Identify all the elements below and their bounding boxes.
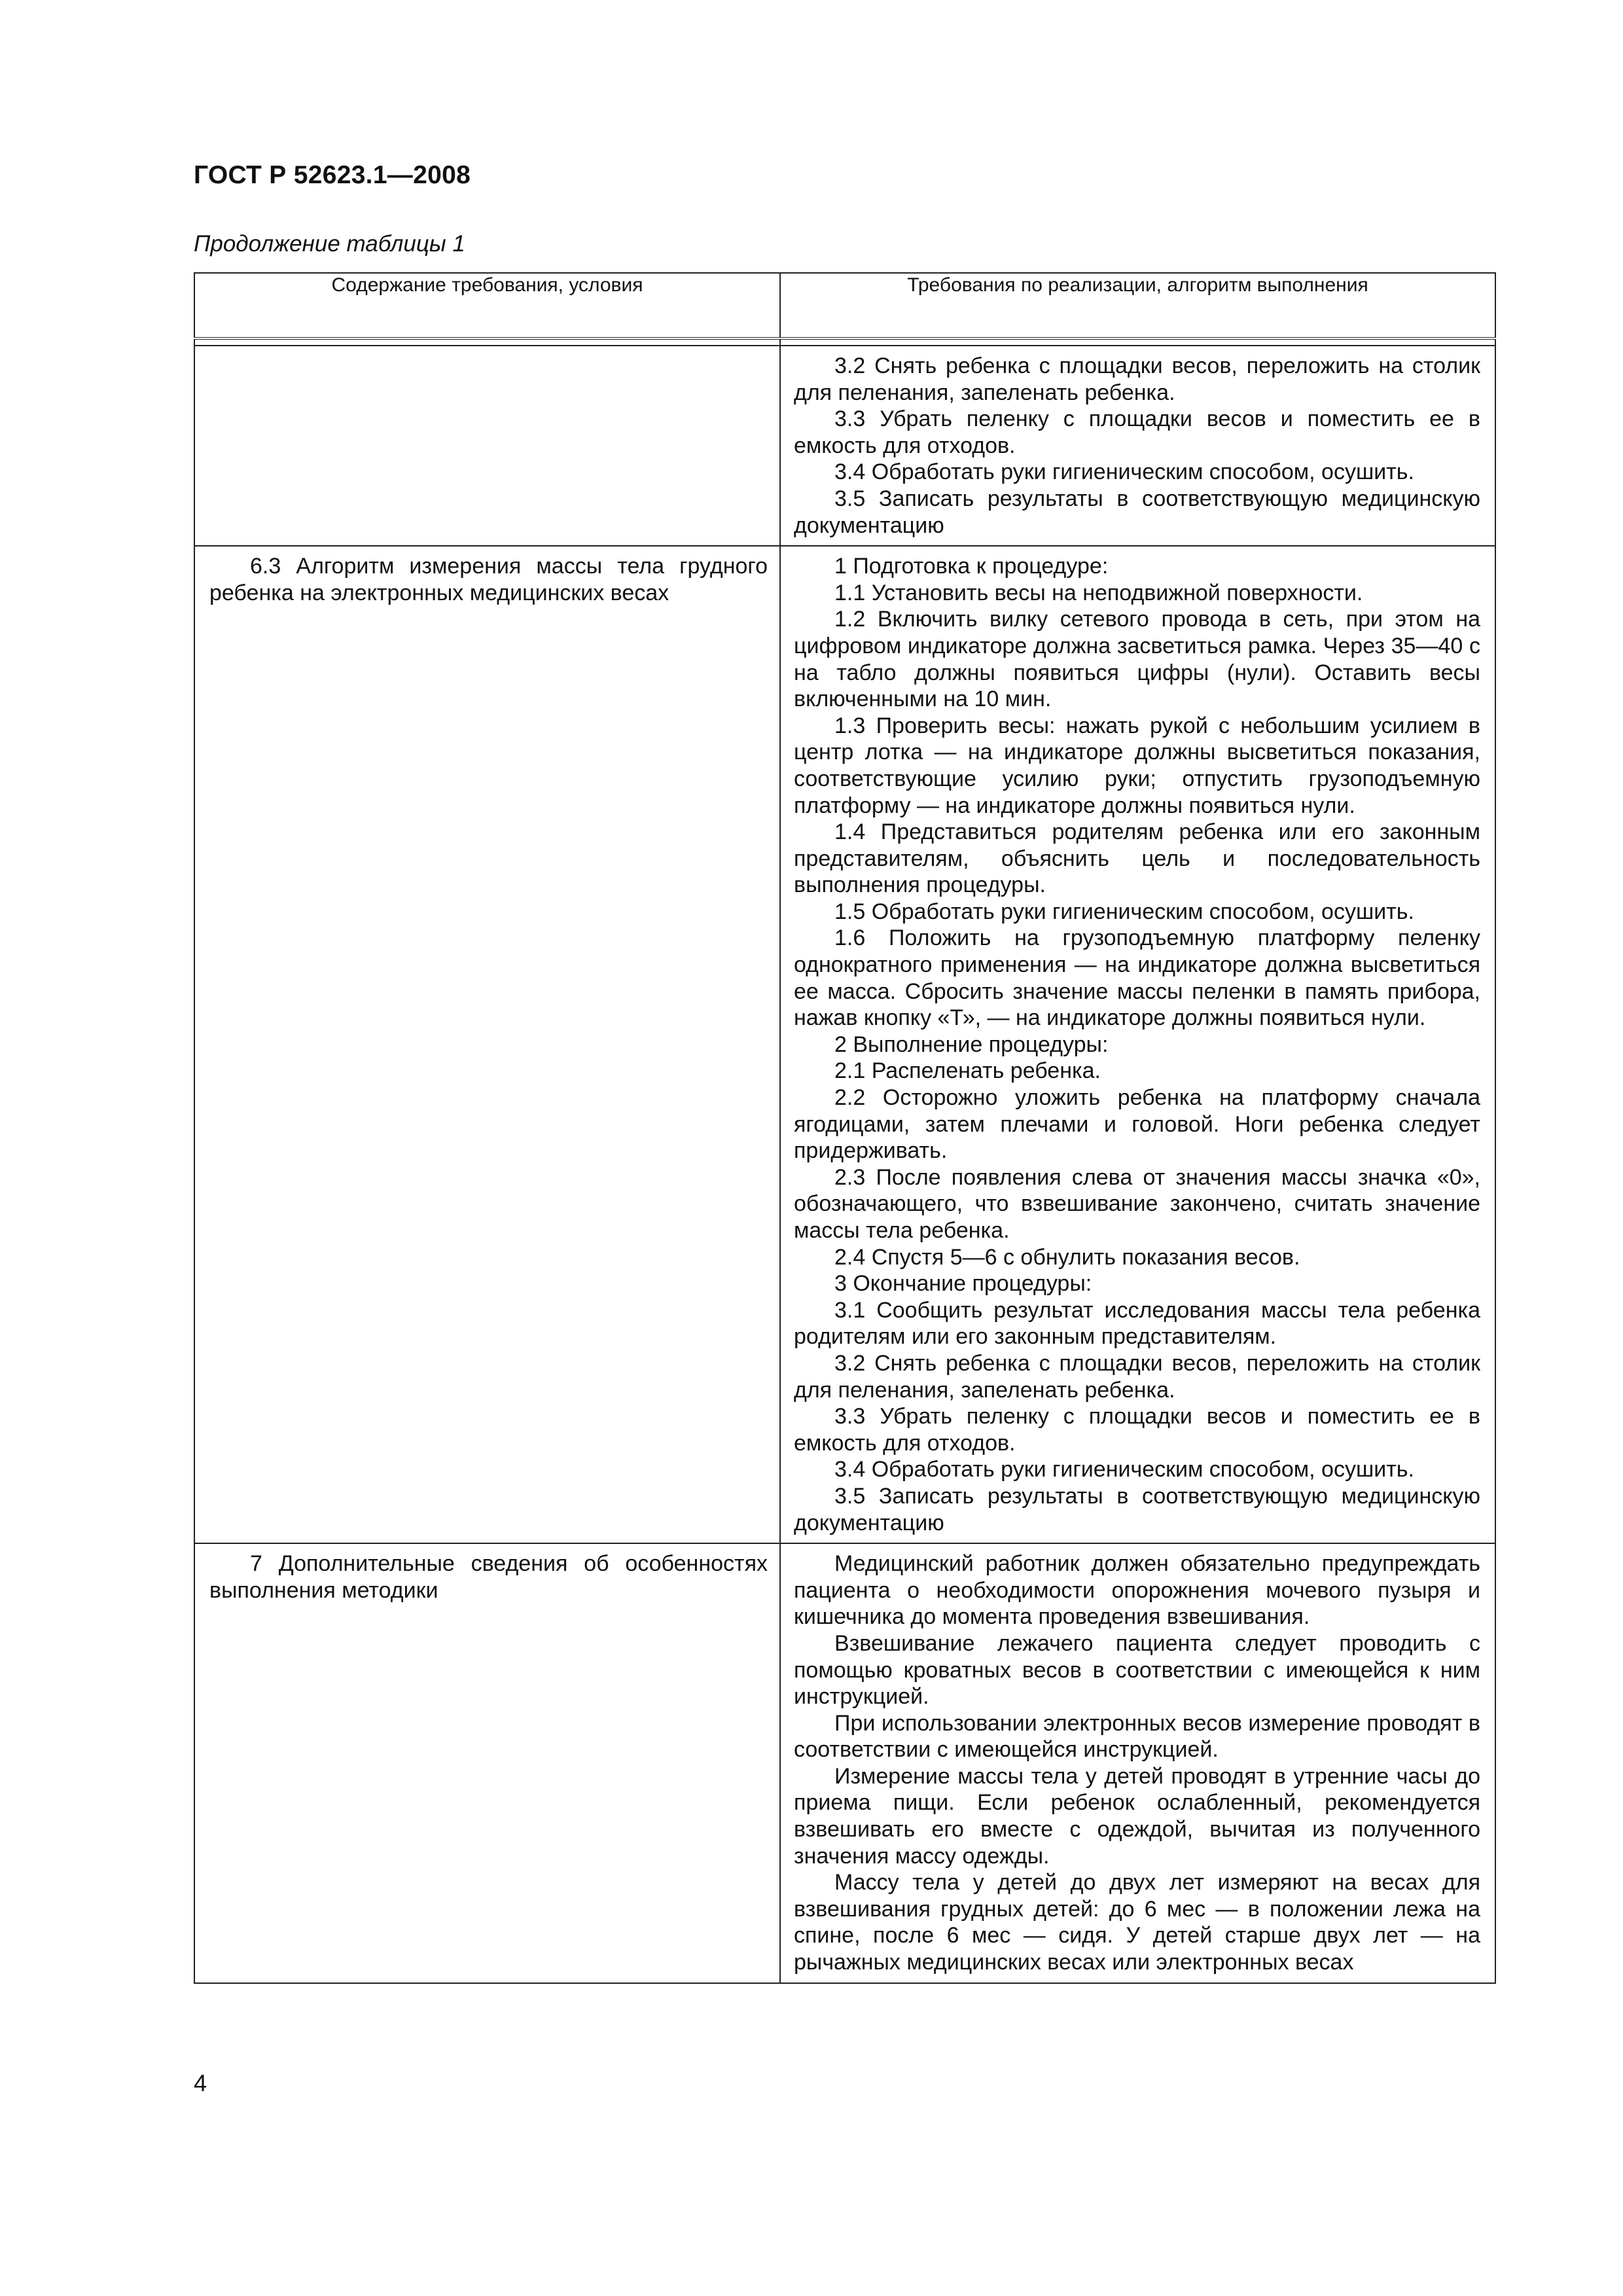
algorithm-cell [780,1543,1495,1983]
requirement-paragraph: 6.3 Алгоритм измерения массы тела грудного ребенка на электронных медицинских весах [209,554,768,605]
requirement-cell [194,546,780,1543]
algorithm-paragraph: 1.2 Включить вилку сетевого провода в сеть, при этом на цифровом индикаторе должна засветиться рамка. Через 35—40 с на табло должны появиться цифры (нули). Оставить весы включенными на 10 мин. [794,607,1480,712]
algorithm-paragraph: 3.5 Записать результаты в соответствующую медицинскую документацию [794,1483,1480,1535]
algorithm-paragraph: Взвешивание лежачего пациента следует проводить с помощью кроватных весов в соответствии с имеющейся к ним инструкцией. [794,1630,1480,1710]
requirements-table [194,272,1496,1984]
algorithm-paragraph: Массу тела у детей до двух лет измеряют на весах для взвешивания грудных детей: до 6 мес — в положении лежа на спине, после 6 мес — сидя. У детей старше двух лет — на рычажных медицинских весах или электронных весах [794,1870,1480,1975]
header-separator-row [194,338,1495,346]
algorithm-paragraph: 2.4 Спустя 5—6 с обнулить показания весов. [834,1244,1300,1270]
algorithm-paragraph: 2 Выполнение процедуры: [834,1031,1109,1057]
algorithm-paragraph: Измерение массы тела у детей проводят в утренние часы до приема пищи. Если ребенок ослабленный, рекомендуется взвешивать его вместе с одеждой, вычитая из полученного значения массу одежды. [794,1763,1480,1869]
algorithm-paragraph: 3.4 Обработать руки гигиеническим способом, осушить. [834,1457,1414,1482]
algorithm-paragraph: 3.4 Обработать руки гигиеническим способом, осушить. [834,459,1414,485]
table-row [194,346,1495,546]
column-header-requirement: Содержание требования, условия [194,273,780,338]
algorithm-paragraph: 3.3 Убрать пеленку с площадки весов и поместить ее в емкость для отходов. [794,406,1480,458]
algorithm-paragraph: 1.6 Положить на грузоподъемную платформу пеленку однократного применения — на индикаторе должна высветиться ее масса. Сбросить значение массы пеленки в память прибора, нажав кнопку «Т», — на индикаторе должны появиться нули. [794,925,1480,1031]
algorithm-paragraph: 1.5 Обработать руки гигиеническим способом, осушить. [834,899,1414,924]
algorithm-paragraph: 3.2 Снять ребенка с площадки весов, переложить на столик для пеленания, запеленать ребенка. [794,353,1480,405]
algorithm-paragraph: 2.2 Осторожно уложить ребенка на платформу сначала ягодицами, затем плечами и головой. Ноги ребенка следует придерживать. [794,1085,1480,1164]
algorithm-paragraph: 3 Окончание процедуры: [834,1271,1092,1297]
table-row [194,1543,1495,1983]
algorithm-paragraph: 2.3 После появления слева от значения массы значка «0», обозначающего, что взвешивание закончено, считать значение массы тела ребенка. [794,1164,1480,1243]
algorithm-paragraph: 3.2 Снять ребенка с площадки весов, переложить на столик для пеленания, запеленать ребенка. [794,1350,1480,1403]
table-row [194,546,1495,1543]
algorithm-paragraph: 2.1 Распеленать ребенка. [834,1058,1101,1084]
algorithm-paragraph: 1 Подготовка к процедуре: [834,554,1109,579]
requirement-cell [194,1543,780,1983]
algorithm-paragraph: 3.1 Сообщить результат исследования массы тела ребенка родителям или его законным представителям. [794,1297,1480,1350]
requirement-cell [194,346,780,546]
column-header-algorithm: Требования по реализации, алгоритм выполнения [780,273,1495,338]
document-title: ГОСТ Р 52623.1—2008 [194,161,471,189]
algorithm-paragraph: При использовании электронных весов измерение проводят в соответствии с имеющейся инструкцией. [794,1710,1480,1763]
algorithm-paragraph: 1.4 Представиться родителям ребенка или его законным представителям, объяснить цель и последовательность выполнения процедуры. [794,819,1480,898]
table-header-row [194,273,1495,338]
table-continuation-caption: Продолжение таблицы 1 [194,231,465,257]
algorithm-paragraph: 1.1 Установить весы на неподвижной поверхности. [834,580,1363,605]
algorithm-paragraph: 1.3 Проверить весы: нажать рукой с небольшим усилием в центр лотка — на индикаторе должны высветиться показания, соответствующие усилию руки; отпустить грузоподъемную платформу — на индикаторе должны появиться нули. [794,713,1480,818]
algorithm-paragraph: 3.3 Убрать пеленку с площадки весов и поместить ее в емкость для отходов. [794,1404,1480,1456]
algorithm-paragraph: Медицинский работник должен обязательно предупреждать пациента о необходимости опорожнения мочевого пузыря и кишечника до момента проведения взвешивания. [794,1551,1480,1630]
requirement-paragraph: 7 Дополнительные сведения об особенностях выполнения методики [209,1551,768,1603]
algorithm-cell [780,546,1495,1543]
page-number: 4 [194,2070,207,2096]
algorithm-paragraph: 3.5 Записать результаты в соответствующую медицинскую документацию [794,486,1480,538]
algorithm-cell [780,346,1495,546]
